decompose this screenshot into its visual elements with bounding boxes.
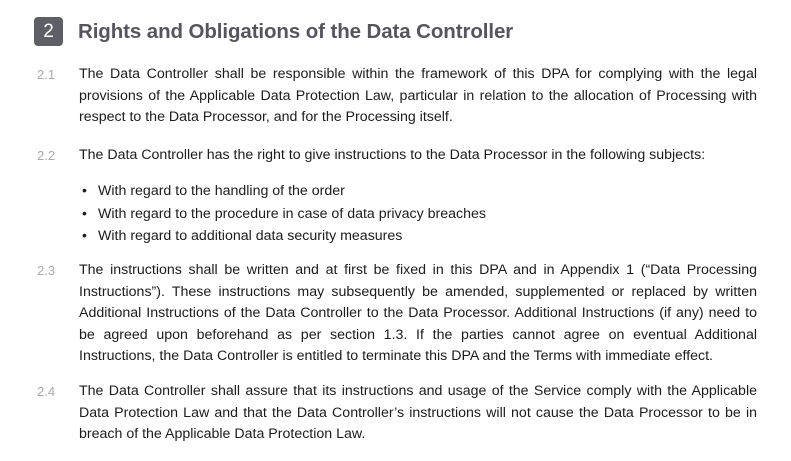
section-title: Rights and Obligations of the Data Controller xyxy=(78,19,514,43)
clause-text: The instructions shall be written and at first be fixed in this DPA and in Appendix 1 (“Data Processing Instructions”). These instructions may subsequently be amended, supplemented or replaced by written Additional Instructions of the Data Controller to the Data Processor. Additional Instructions (if any) need to be agreed upon beforehand as per section 1.3. If the parties cannot agree on eventual Additional Instructions, the Data Controller is entitled to terminate this DPA and the Terms with immediate effect. xyxy=(79,262,757,364)
clause-number: 2.4 xyxy=(37,384,56,399)
bullet-icon: • xyxy=(82,227,87,243)
bullet-icon: • xyxy=(82,204,87,221)
bullet-icon: • xyxy=(82,182,87,198)
list-item-text: With regard to additional data security measures xyxy=(98,228,403,244)
list-item-text: With regard to the procedure in case of data privacy breaches xyxy=(98,205,487,222)
clause-number: 2.1 xyxy=(37,67,56,82)
clause-text: The Data Controller shall assure that its instructions and usage of the Service comply with the Applicable Data Protection Law and that the Data Controller’s instructions will not cause the Data Processor to be in breach of the Applicable Data Protection Law. xyxy=(79,383,757,442)
clause-number: 2.2 xyxy=(37,148,56,163)
clause-text: The Data Controller has the right to give instructions to the Data Processor in the following subjects: xyxy=(79,147,706,163)
list-item xyxy=(79,180,486,203)
list-item xyxy=(79,225,486,248)
instruction-subjects-list xyxy=(79,180,486,248)
section-number-badge: 2 xyxy=(34,17,63,46)
list-item xyxy=(79,203,486,226)
section-heading xyxy=(34,17,513,46)
list-item-text: With regard to the handling of the order xyxy=(98,183,345,199)
clause-text: The Data Controller shall be responsible within the framework of this DPA for complying with the legal provisions of the Applicable Data Protection Law, particular in relation to the allocation of Processing with respect to the Data Processor, and for the Processing itself. xyxy=(79,66,757,125)
clause-number: 2.3 xyxy=(37,263,56,278)
